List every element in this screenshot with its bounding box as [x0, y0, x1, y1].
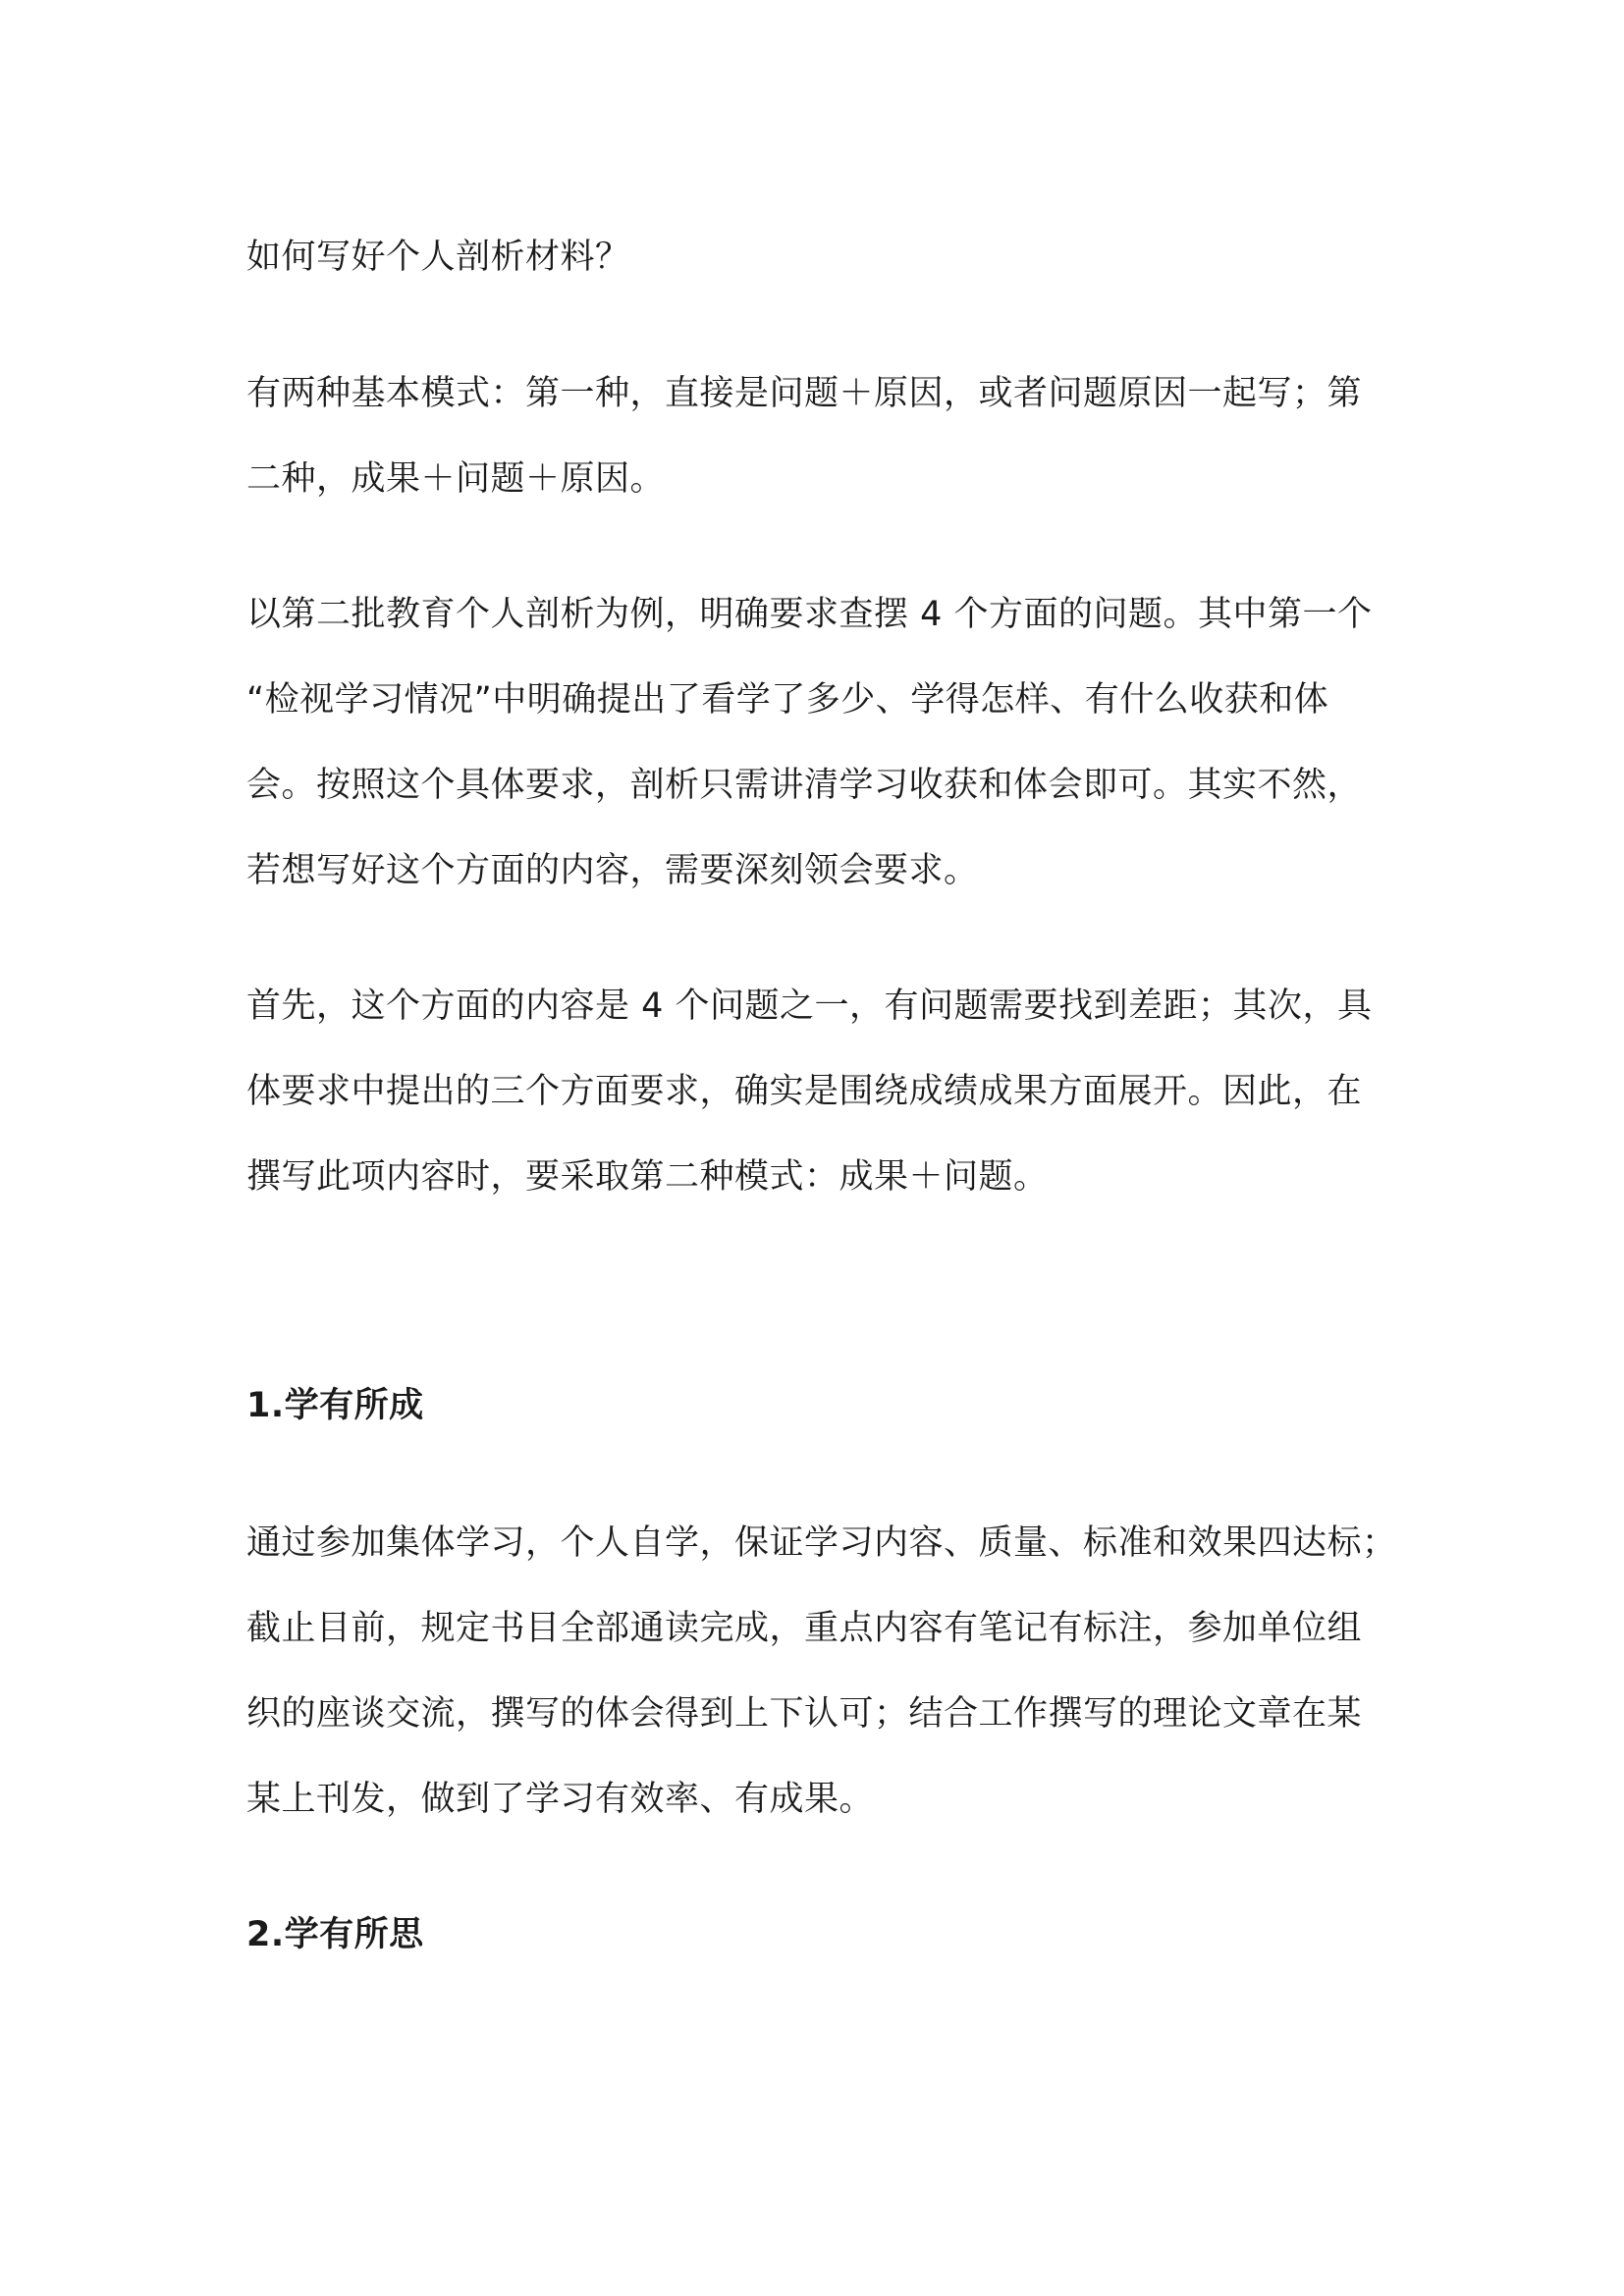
section-1-line-3: 织的座谈交流，撰写的体会得到上下认可；结合工作撰写的理论文章在某 — [246, 1694, 1363, 1734]
paragraph-1-line-1: 有两种基本模式：第一种，直接是问题＋原因，或者问题原因一起写；第 — [246, 374, 1363, 413]
document-title: 如何写好个人剖析材料？ — [246, 238, 630, 277]
section-1-heading: 1.学有所成 — [246, 1386, 424, 1425]
paragraph-3-line-2: 体要求中提出的三个方面要求，确实是围绕成绩成果方面展开。因此，在 — [246, 1072, 1363, 1111]
section-1-line-4: 某上刊发，做到了学习有效率、有成果。 — [246, 1780, 875, 1819]
paragraph-2-line-4: 若想写好这个方面的内容，需要深刻领会要求。 — [246, 851, 979, 890]
paragraph-3-line-1: 首先，这个方面的内容是 4 个问题之一，有问题需要找到差距；其次，具 — [246, 987, 1373, 1026]
paragraph-2-line-3: 会。按照这个具体要求，剖析只需讲清学习收获和体会即可。其实不然， — [246, 766, 1363, 805]
paragraph-2-line-1: 以第二批教育个人剖析为例，明确要求查摆 4 个方面的问题。其中第一个 — [246, 595, 1373, 634]
paragraph-1-line-2: 二种，成果＋问题＋原因。 — [246, 459, 666, 499]
section-1-line-1: 通过参加集体学习，个人自学，保证学习内容、质量、标准和效果四达标； — [246, 1523, 1397, 1563]
paragraph-2-line-2: “检视学习情况”中明确提出了看学了多少、学得怎样、有什么收获和体 — [246, 680, 1329, 720]
section-1-line-2: 截止目前，规定书目全部通读完成，重点内容有笔记有标注，参加单位组 — [246, 1609, 1363, 1648]
paragraph-3-line-3: 撰写此项内容时，要采取第二种模式：成果＋问题。 — [246, 1157, 1049, 1197]
section-2-heading: 2.学有所思 — [246, 1915, 424, 1954]
